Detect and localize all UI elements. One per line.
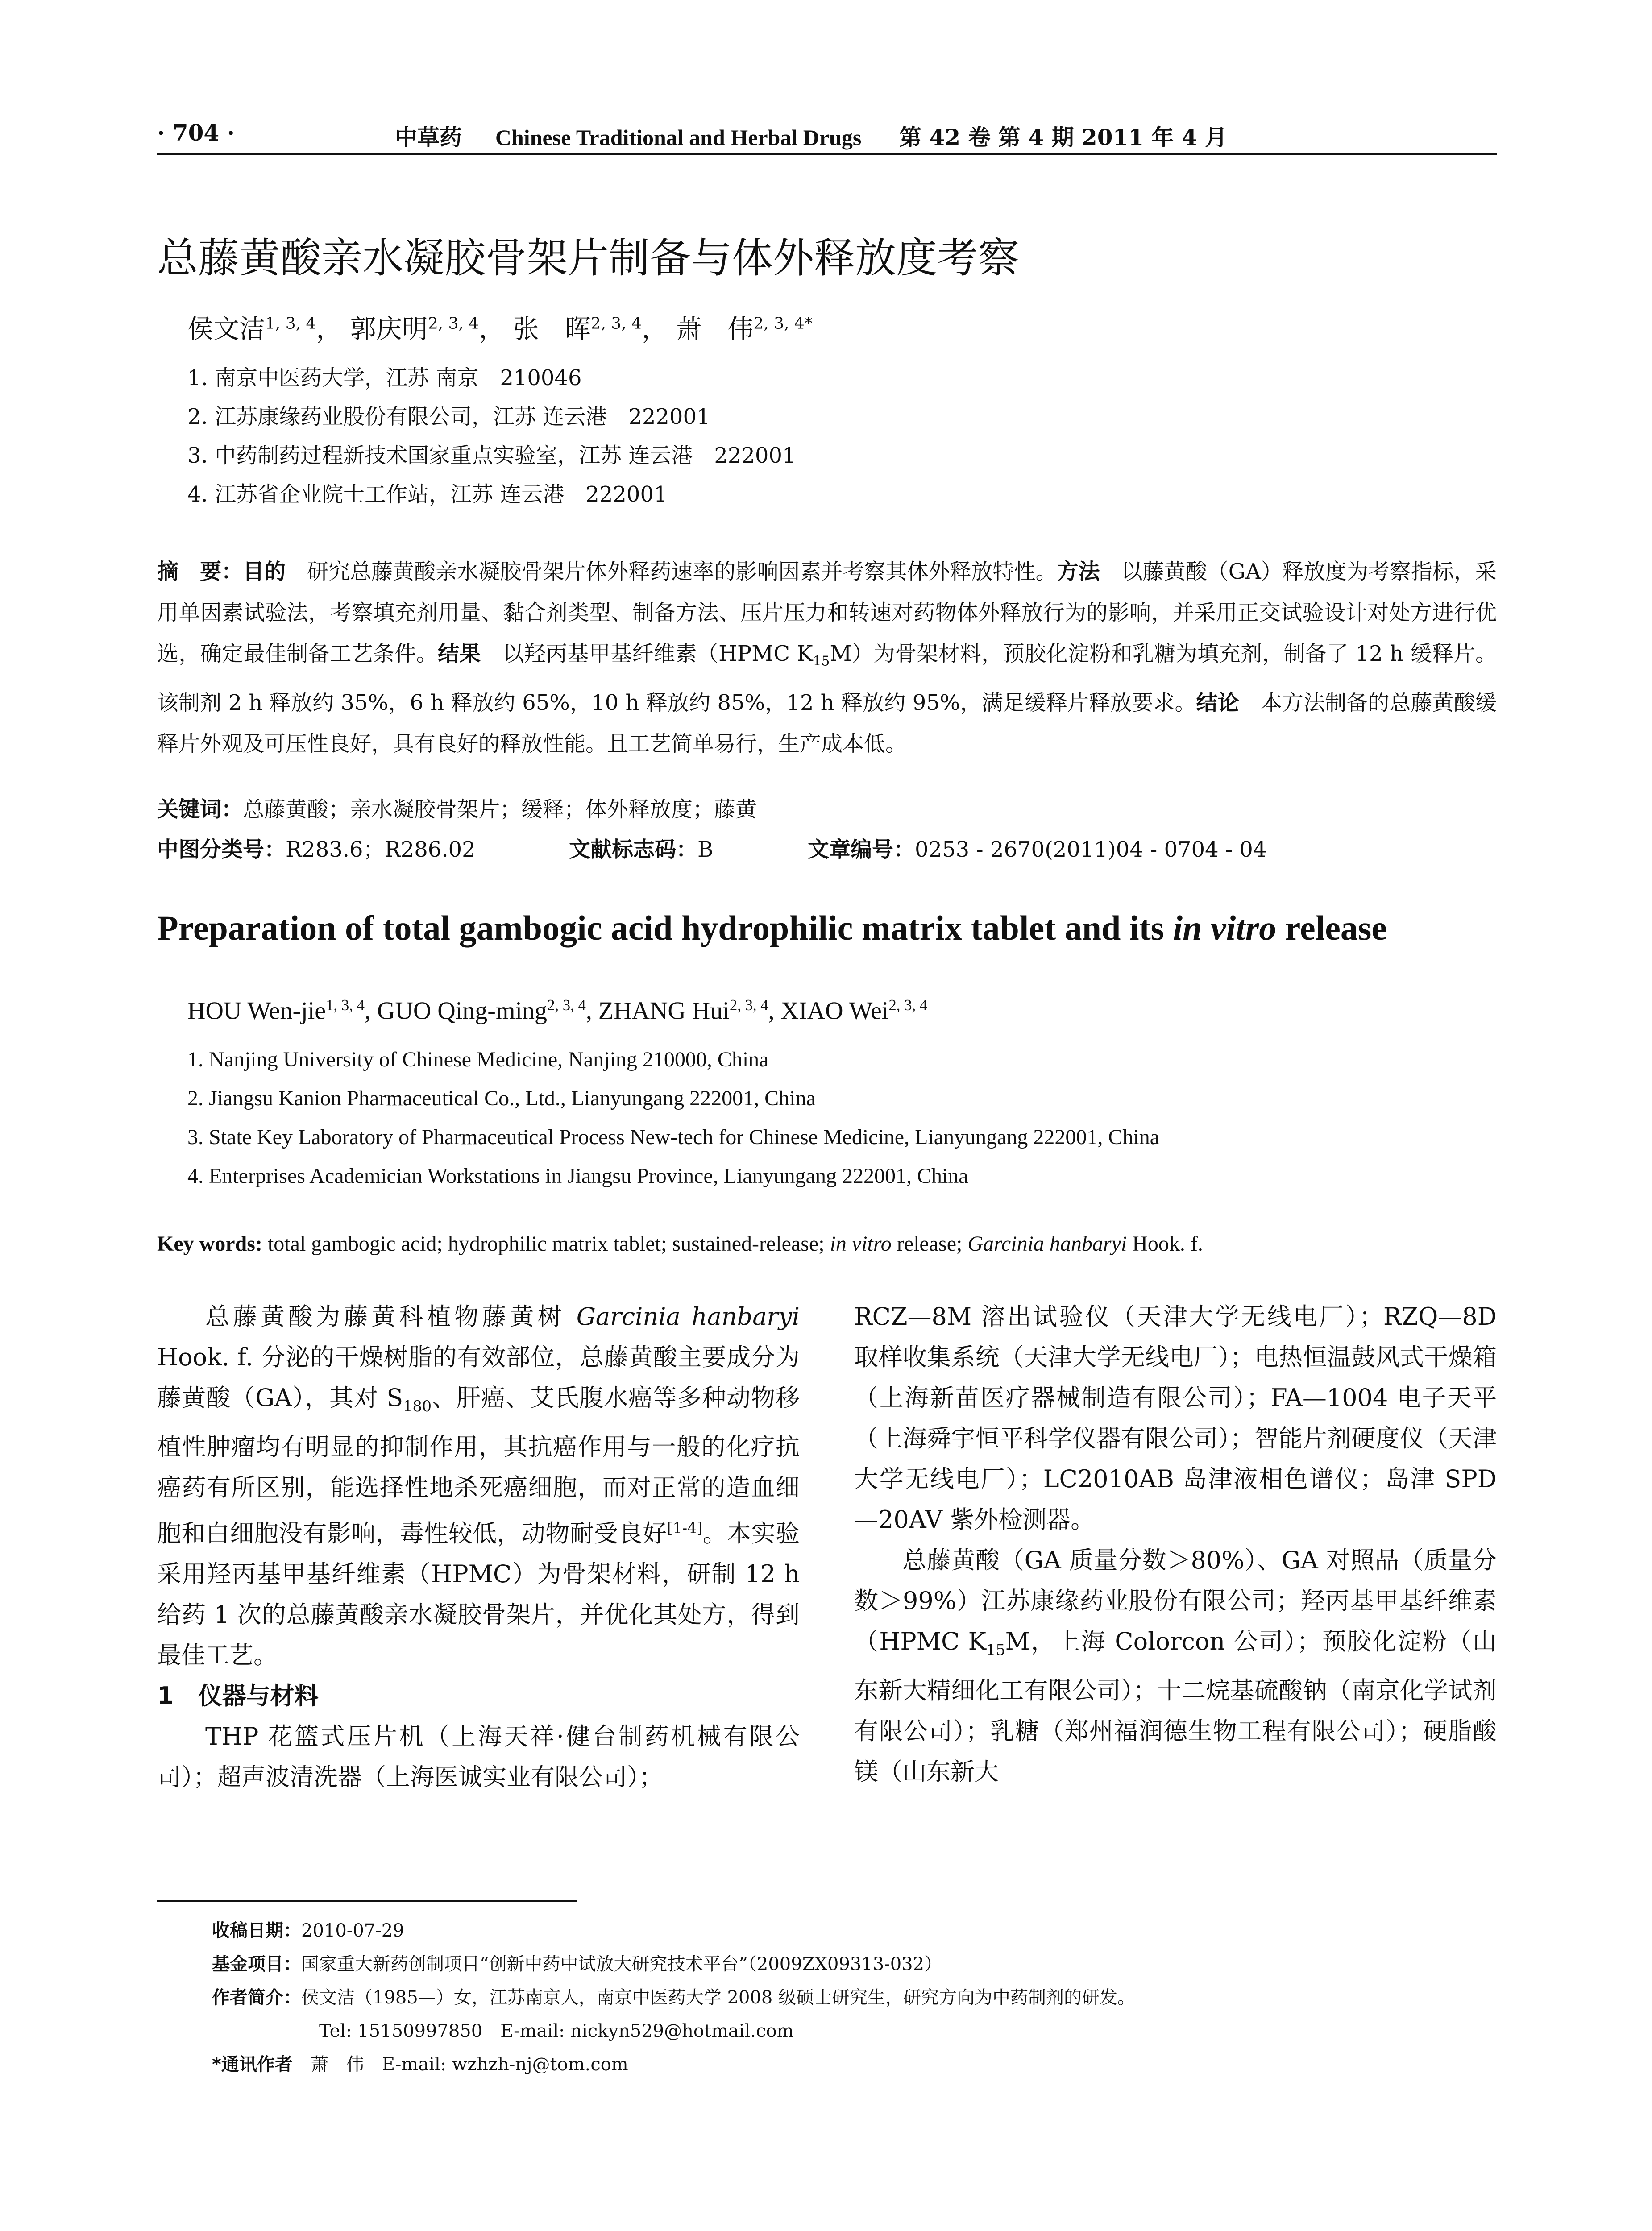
affiliation-cn: 4. 江苏省企业院士工作站，江苏 连云港 222001 [187, 482, 668, 507]
affiliation-cn: 2. 江苏康缘药业股份有限公司，江苏 连云港 222001 [187, 404, 710, 429]
author-cn: 张 晖 [513, 314, 591, 344]
author-cn: 郭庆明 [350, 314, 428, 344]
footnote-received: 收稿日期：2010-07-29 [212, 1920, 404, 1941]
footnote-fund: 基金项目：国家重大新药创制项目“创新中药中试放大研究技术平台”（2009ZX09313-032） [212, 1954, 942, 1974]
section-heading: 1 仪器与材料 [157, 1681, 319, 1710]
journal-name-en: Chinese Traditional and Herbal Drugs [495, 125, 862, 150]
journal-issue: 第 42 卷 第 4 期 2011 年 4 月 [899, 124, 1228, 150]
journal-header [395, 120, 1227, 152]
affiliation-en: 1. Nanjing University of Chinese Medicine, Nanjing 210000, China [187, 1048, 769, 1071]
affiliation-cn: 1. 南京中医药大学，江苏 南京 210046 [187, 365, 582, 390]
body-paragraph: RCZ—8M 溶出试验仪（天津大学无线电厂）；RZQ—8D 取样收集系统（天津大学无线电厂）；电热恒温鼓风式干燥箱（上海新苗医疗器械制造有限公司）；FA—1004 电子天平（上海舜宇恒平科学仪器有限公司）；智能片剂硬度仪（天津大学无线电厂）；LC2010AB 岛津液相色谱仪；岛津 SPD—20AV 紫外检测器。 [854, 1302, 1497, 1534]
footnote-corresponding: *通讯作者 萧 伟 E-mail: wzhzh-nj@tom.com [212, 2054, 628, 2075]
affiliation-en: 4. Enterprises Academician Workstations in Jiangsu Province, Lianyungang 222001, China [187, 1164, 968, 1188]
footnote-contact: Tel: 15150997850 E-mail: nickyn529@hotmail.com [319, 2021, 794, 2041]
article-number: 文章编号：0253 - 2670(2011)04 - 0704 - 04 [808, 837, 1267, 862]
clc-number: 中图分类号：R283.6；R286.02 [157, 837, 476, 862]
abstract-cn: 摘 要：目的 研究总藤黄酸亲水凝胶骨架片体外释药速率的影响因素并考察其体外释放特性。方法 以藤黄酸（GA）释放度为考察指标，采用单因素试验法，考察填充剂用量、黏合剂类型、制备方法、压片压力和转速对药物体外释放行为的影响，并采用正交试验设计对处方进行优选，确定最佳制备工艺条件。结果 以羟丙基甲基纤维素（HPMC $K_{15}M$）为骨架材料，预胶化淀粉和乳糖为填充剂，制备了 12 h 缓释片。该制剂 2 h 释放约 35%，6 h 释放约 65%，10 h 释放约 85%，12 h 释放约 95%，满足缓释片释放要求。结论 本方法制备的总藤黄酸缓释片外观及可压性良好，具有良好的释放性能。且工艺简单易行，生产成本低。 [157, 559, 1497, 756]
conclusion-label: 结论 [1196, 690, 1239, 715]
affiliation-cn: 3. 中药制药过程新技术国家重点实验室，江苏 连云港 222001 [187, 443, 796, 468]
body-paragraph: 总藤黄酸（GA 质量分数＞80%）、GA 对照品（质量分数＞99%）江苏康缘药业股份有限公司；羟丙基甲基纤维素（HPMC $K_{15}M$，上海 Colorcon 公司）；预胶化淀粉（山东新大精细化工有限公司）；十二烷基硫酸钠（南京化学试剂有限公司）；乳糖（郑州福润德生物工程有限公司）；硬脂酸镁（山东新大 [854, 1546, 1497, 1786]
journal-name-cn: 中草药 [395, 124, 462, 150]
header-rule [157, 153, 1497, 155]
purpose-label: 目的 [243, 559, 286, 584]
result-label: 结果 [438, 641, 481, 666]
page-number: · 704 · [157, 120, 235, 146]
authors-cn: 侯文洁$^{1, 3, 4}$， 郭庆明$^{2, 3, 4}$， 张 晖$^{2, 3, 4}$， 萧 伟$^{2, 3, 4*}$ [187, 314, 813, 344]
affiliation-en: 3. State Key Laboratory of Pharmaceutical Process New-tech for Chinese Medicine, Lianyungang 222001, China [187, 1125, 1160, 1149]
author-cn: 萧 伟 [676, 314, 754, 344]
footnote-bio: 作者简介：侯文洁（1985—）女，江苏南京人，南京中医药大学 2008 级硕士研究生，研究方向为中药制剂的研发。 [212, 1987, 1136, 2008]
body-paragraph: 总藤黄酸为藤黄科植物藤黄树 Garcinia hanbaryi Hook. f. 分泌的干燥树脂的有效部位，总藤黄酸主要成分为藤黄酸（GA），其对 $S_{180}$、肝癌、艾氏腹水癌等多种动物移植性肿瘤均有明显的抑制作用，其抗癌作用与一般的化疗抗癌药有所区别，能选择性地杀死癌细胞，而对正常的造血细胞和白细胞没有影响，毒性较低，动物耐受良好[1-4]。本实验采用羟丙基甲基纤维素（HPMC）为骨架材料，研制 12 h 给药 1 次的总藤黄酸亲水凝胶骨架片，并优化其处方，得到最佳工艺。 [157, 1302, 800, 1669]
author-cn: 侯文洁 [187, 314, 266, 344]
body-paragraph: THP 花篮式压片机（上海天祥·健台制药机械有限公司）；超声波清洗器（上海医诚实业有限公司）； [157, 1722, 800, 1791]
title-cn: 总藤黄酸亲水凝胶骨架片制备与体外释放度考察 [157, 234, 1020, 282]
title-en: Preparation of total gambogic acid hydrophilic matrix tablet and its in vitro release [157, 908, 1387, 947]
body-column-right [854, 1296, 1497, 1792]
footnote-rule [157, 1900, 577, 1902]
keywords-en: Key words: total gambogic acid; hydrophilic matrix tablet; sustained-release; in vitro release; Garcinia hanbaryi Hook. f. [157, 1232, 1203, 1256]
method-label: 方法 [1057, 559, 1100, 584]
doc-code: 文献标志码：B [569, 837, 714, 862]
abstract-label: 摘 要： [157, 559, 243, 584]
keywords-cn: 关键词：总藤黄酸；亲水凝胶骨架片；缓释；体外释放度；藤黄 [157, 797, 757, 822]
body-column-left [157, 1296, 800, 1797]
affiliation-en: 2. Jiangsu Kanion Pharmaceutical Co., Ltd., Lianyungang 222001, China [187, 1086, 816, 1110]
authors-en: HOU Wen-jie$^{1, 3, 4}$, GUO Qing-ming$^{2, 3, 4}$, ZHANG Hui$^{2, 3, 4}$, XIAO Wei$^{2, 3, 4}$ [187, 996, 928, 1025]
